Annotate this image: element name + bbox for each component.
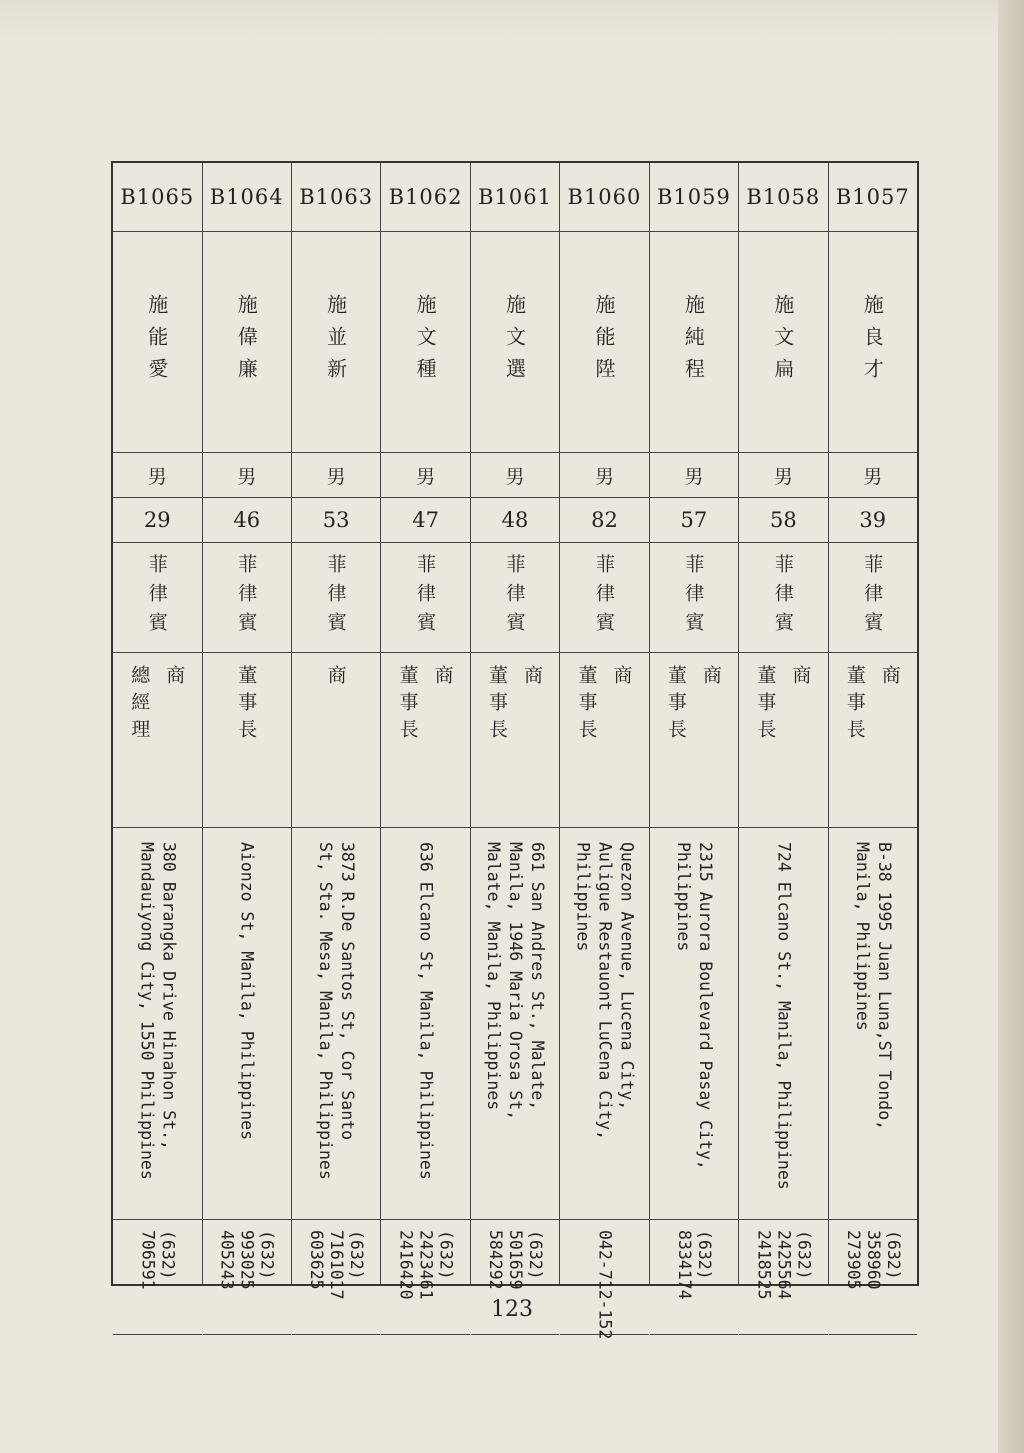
record-phone-line: 8334174 xyxy=(674,1230,694,1300)
record-address-cell xyxy=(739,828,827,1220)
record-phone-line: (632) xyxy=(257,1230,277,1280)
record-name-cell xyxy=(471,232,559,453)
record-address-cell xyxy=(203,828,291,1220)
record-phone-line: (632) xyxy=(694,1230,714,1280)
record-address-cell xyxy=(471,828,559,1220)
record-occupation: 商 xyxy=(324,665,347,692)
record-phone-line: 405243 xyxy=(217,1230,237,1290)
record-occupation-cell xyxy=(203,653,291,828)
record-id: B1057 xyxy=(829,163,917,232)
record-address-line: B-38 1995 Juan Luna,ST Tondo, xyxy=(874,842,894,1131)
record-name: 施偉廉 xyxy=(234,294,259,390)
record-column xyxy=(738,163,827,1300)
record-occupation-cell xyxy=(381,653,469,828)
record-age: 48 xyxy=(471,498,559,543)
record-phone-line: 2416420 xyxy=(396,1230,416,1300)
record-id: B1061 xyxy=(471,163,559,232)
record-nationality-cell xyxy=(203,543,291,653)
record-address-cell xyxy=(113,828,201,1220)
record-age: 29 xyxy=(113,498,201,543)
record-occupation: 董事長 xyxy=(575,665,598,746)
record-occupation: 商 xyxy=(789,665,812,692)
record-name: 施純程 xyxy=(681,294,706,390)
record-sex: 男 xyxy=(829,453,917,498)
record-age: 39 xyxy=(829,498,917,543)
record-phone-line: 2423461 xyxy=(416,1230,436,1300)
record-phone-line: 706591 xyxy=(138,1230,158,1290)
record-occupation-cell xyxy=(471,653,559,828)
record-nationality-cell xyxy=(381,543,469,653)
record-sex: 男 xyxy=(292,453,380,498)
record-phone-line: (632) xyxy=(794,1230,814,1280)
record-id: B1059 xyxy=(650,163,738,232)
record-address-line: Aionzo St, Manila, Philippines xyxy=(237,842,257,1141)
record-occupation: 董事長 xyxy=(664,665,687,746)
record-name-cell xyxy=(650,232,738,453)
record-address-line: 380 Barangka Drive Hinahon St., xyxy=(159,842,179,1150)
record-phone-line: 042-712-152 xyxy=(595,1230,615,1340)
record-phone-line: 993025 xyxy=(237,1230,257,1290)
record-sex: 男 xyxy=(381,453,469,498)
record-name-cell xyxy=(292,232,380,453)
record-id: B1065 xyxy=(113,163,201,232)
record-phone-line: 358960 xyxy=(863,1230,883,1290)
record-name-cell xyxy=(739,232,827,453)
record-address-line: St, Sta. Mesa, Manila, Philippines xyxy=(316,842,336,1180)
record-name: 施能愛 xyxy=(144,294,169,390)
record-id: B1062 xyxy=(381,163,469,232)
record-nationality: 菲律賓 xyxy=(503,554,526,641)
record-name-cell xyxy=(381,232,469,453)
record-sex: 男 xyxy=(471,453,559,498)
record-phone-line: 7161017 xyxy=(327,1230,347,1300)
record-occupation: 商 xyxy=(163,665,186,692)
record-phone-line: 2418525 xyxy=(754,1230,774,1300)
record-occupation-cell xyxy=(292,653,380,828)
record-occupation-cell xyxy=(560,653,648,828)
record-address-line: Philippines xyxy=(573,842,593,952)
record-age: 53 xyxy=(292,498,380,543)
record-nationality: 菲律賓 xyxy=(145,554,168,641)
record-address-line: Manila, Philippines xyxy=(852,842,872,1031)
record-name: 施能陞 xyxy=(591,294,616,390)
record-address-line: Mandauiyong City, 1550 Philippines xyxy=(137,842,157,1180)
record-age: 47 xyxy=(381,498,469,543)
record-address-cell xyxy=(829,828,917,1220)
record-age: 46 xyxy=(203,498,291,543)
page-shadow xyxy=(0,0,1024,40)
record-nationality: 菲律賓 xyxy=(235,554,258,641)
record-occupation: 董事長 xyxy=(843,665,866,746)
record-occupation: 商 xyxy=(521,665,544,692)
record-name: 施良才 xyxy=(860,294,885,390)
record-occupation: 商 xyxy=(878,665,901,692)
record-phone-line: 2425564 xyxy=(774,1230,794,1300)
record-sex: 男 xyxy=(739,453,827,498)
record-phone-line: 584292 xyxy=(486,1230,506,1290)
record-address-line: 724 Elcano St., Manila, Philippines xyxy=(774,842,794,1190)
record-id: B1063 xyxy=(292,163,380,232)
record-occupation: 董事長 xyxy=(396,665,419,746)
record-phone-line: 501659 xyxy=(506,1230,526,1290)
record-name-cell xyxy=(203,232,291,453)
record-occupation-cell xyxy=(829,653,917,828)
record-address-line: Philippines xyxy=(673,842,693,952)
record-sex: 男 xyxy=(113,453,201,498)
record-occupation: 商 xyxy=(610,665,633,692)
record-address-line: Malate, Manila, Philippines xyxy=(484,842,504,1111)
record-address-line: 636 Elcano St, Manila, Philippines xyxy=(416,842,436,1180)
page-edge xyxy=(998,0,1024,1453)
record-occupation: 總經理 xyxy=(128,665,151,746)
record-nationality: 菲律賓 xyxy=(771,554,794,641)
record-column xyxy=(380,163,469,1300)
record-column xyxy=(828,163,917,1290)
record-phone-line: (632) xyxy=(883,1230,903,1280)
page-number: 123 xyxy=(491,1297,533,1322)
record-sex: 男 xyxy=(203,453,291,498)
record-nationality: 菲律賓 xyxy=(592,554,615,641)
record-id: B1058 xyxy=(739,163,827,232)
record-nationality: 菲律賓 xyxy=(861,554,884,641)
record-column xyxy=(649,163,738,1300)
record-name: 施並新 xyxy=(323,294,348,390)
record-nationality: 菲律賓 xyxy=(324,554,347,641)
record-phone-line: 603625 xyxy=(307,1230,327,1290)
record-address-line: Quezon Avenue, Lucena City, xyxy=(617,842,637,1111)
record-address-cell xyxy=(560,828,648,1220)
record-name: 施文種 xyxy=(413,294,438,390)
record-nationality-cell xyxy=(650,543,738,653)
record-nationality-cell xyxy=(113,543,201,653)
record-id: B1064 xyxy=(203,163,291,232)
record-column xyxy=(559,163,648,1340)
record-column xyxy=(470,163,559,1290)
record-nationality-cell xyxy=(829,543,917,653)
record-phone-line: (632) xyxy=(436,1230,456,1280)
record-address-line: 3873 R.De Santos St, Cor Santo xyxy=(338,842,358,1141)
record-phone-line: (632) xyxy=(526,1230,546,1280)
record-address-cell xyxy=(292,828,380,1220)
record-column xyxy=(113,163,201,1290)
record-sex: 男 xyxy=(650,453,738,498)
record-address-line: Manila, 1946 Maria Orosa St, xyxy=(506,842,526,1121)
record-age: 82 xyxy=(560,498,648,543)
record-address-line: 661 San Andres St., Malate, xyxy=(528,842,548,1111)
record-occupation-cell xyxy=(113,653,201,828)
record-nationality-cell xyxy=(739,543,827,653)
record-occupation-cell xyxy=(739,653,827,828)
record-occupation-cell xyxy=(650,653,738,828)
record-phone-line: (632) xyxy=(158,1230,178,1280)
record-address-line: 2315 Aurora Boulevard Pasay City, xyxy=(695,842,715,1170)
record-address-line: Auligue Restauont LuCena City, xyxy=(595,842,615,1141)
record-occupation: 商 xyxy=(431,665,454,692)
record-age: 57 xyxy=(650,498,738,543)
record-nationality: 菲律賓 xyxy=(682,554,705,641)
record-id: B1060 xyxy=(560,163,648,232)
record-sex: 男 xyxy=(560,453,648,498)
record-phone-line: 273905 xyxy=(843,1230,863,1290)
record-name: 施文選 xyxy=(502,294,527,390)
record-occupation: 董事長 xyxy=(754,665,777,746)
record-phone-line: (632) xyxy=(347,1230,367,1280)
record-age: 58 xyxy=(739,498,827,543)
record-occupation: 董事長 xyxy=(235,665,258,746)
record-name: 施文扁 xyxy=(770,294,795,390)
record-nationality-cell xyxy=(560,543,648,653)
record-name-cell xyxy=(829,232,917,453)
record-name-cell xyxy=(560,232,648,453)
record-occupation: 董事長 xyxy=(486,665,509,746)
record-occupation: 商 xyxy=(699,665,722,692)
record-nationality-cell xyxy=(292,543,380,653)
record-address-cell xyxy=(381,828,469,1220)
record-name-cell xyxy=(113,232,201,453)
record-column xyxy=(202,163,291,1290)
record-address-cell xyxy=(650,828,738,1220)
record-nationality: 菲律賓 xyxy=(414,554,437,641)
record-column xyxy=(291,163,380,1300)
record-nationality-cell xyxy=(471,543,559,653)
